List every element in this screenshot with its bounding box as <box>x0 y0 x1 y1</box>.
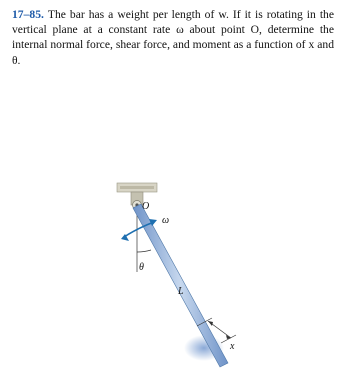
problem-number: 17–85. <box>12 8 44 21</box>
theta-arc <box>137 250 151 252</box>
label-L: L <box>178 286 184 297</box>
ceiling-support <box>117 183 157 210</box>
problem-text: The bar has a weight per length of w. If it is rotating in the vertical plane at a constant rate ω about point O, determine the internal normal force, shear force, and moment as a function of x and θ. <box>12 8 334 67</box>
label-O: O <box>142 201 150 212</box>
label-theta: θ <box>139 262 144 273</box>
label-omega: ω <box>162 215 170 226</box>
label-x: x <box>230 341 235 352</box>
